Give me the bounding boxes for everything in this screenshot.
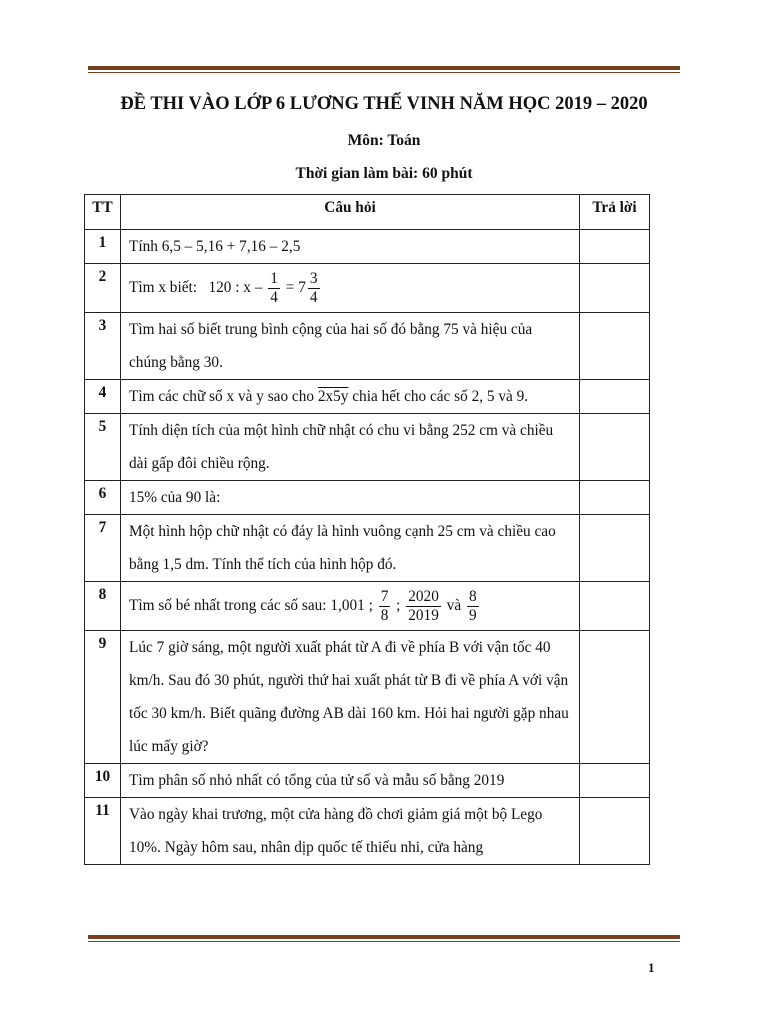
question-text: Vào ngày khai trương, một cửa hàng đồ chơi giảm giá một bộ Lego 10%. Ngày hôm sau, nhân dịp quốc tế thiếu nhi, cửa hàng: [121, 798, 580, 865]
answer-cell: [580, 631, 650, 764]
exam-question-table: [84, 194, 650, 865]
answer-cell: [580, 313, 650, 380]
denominator: 8: [380, 606, 389, 624]
answer-cell: [580, 798, 650, 865]
question-number: 4: [85, 380, 121, 414]
numerator: 1: [270, 269, 278, 287]
answer-cell: [580, 481, 650, 515]
document-title: ĐỀ THI VÀO LỚP 6 LƯƠNG THẾ VINH NĂM HỌC 2019 – 2020: [120, 94, 648, 114]
table-row: [85, 414, 650, 481]
denominator: 4: [270, 288, 278, 306]
numerator: 7: [380, 587, 389, 605]
table-row: [85, 764, 650, 798]
equals-sign: = 7: [285, 279, 306, 296]
fraction: [467, 588, 479, 625]
top-decorative-rule: [88, 66, 680, 73]
answer-cell: [580, 414, 650, 481]
answer-cell: [580, 230, 650, 264]
header-answer: Trả lời: [580, 195, 650, 230]
question-number: 10: [85, 764, 121, 798]
question-number: 2: [85, 264, 121, 313]
duration-line: Thời gian làm bài: 60 phút: [295, 165, 473, 182]
separator: ;: [396, 597, 401, 614]
numerator: 2020: [408, 587, 439, 605]
answer-cell: [580, 582, 650, 631]
question-number: 9: [85, 631, 121, 764]
question-text: Một hình hộp chữ nhật có đáy là hình vuông cạnh 25 cm và chiều cao bằng 1,5 dm. Tính thể tích của hình hộp đó.: [121, 515, 580, 582]
header-tt: TT: [85, 195, 121, 230]
question-number: 7: [85, 515, 121, 582]
denominator: 9: [468, 606, 477, 624]
question-number: 1: [85, 230, 121, 264]
question-number: 5: [85, 414, 121, 481]
table-row: [85, 631, 650, 764]
question-number: 3: [85, 313, 121, 380]
page-number: 1: [648, 960, 655, 975]
subject-line: Môn: Toán: [347, 132, 421, 149]
question-text: [121, 264, 580, 313]
question-text: 15% của 90 là:: [121, 481, 580, 515]
table-row: [85, 515, 650, 582]
table-row: [85, 230, 650, 264]
question-number: 8: [85, 582, 121, 631]
question-prefix: Tìm x biết:: [129, 279, 197, 296]
fraction: [268, 270, 280, 307]
answer-cell: [580, 264, 650, 313]
question-text: Lúc 7 giờ sáng, một người xuất phát từ A đi về phía B với vận tốc 40 km/h. Sau đó 30 phút, người thứ hai xuất phát từ B đi về phía A với vận tốc 30 km/h. Biết quãng đường AB dài 160 km. Hỏi hai người gặp nhau lúc mấy giờ?: [121, 631, 580, 764]
table-row: [85, 798, 650, 865]
denominator: 4: [309, 288, 318, 306]
answer-cell: [580, 380, 650, 414]
overlined-number: 2x5y: [317, 388, 349, 405]
fraction: [308, 270, 320, 307]
question-number: 11: [85, 798, 121, 865]
answer-cell: [580, 764, 650, 798]
table-row: [85, 380, 650, 414]
table-row: [85, 582, 650, 631]
question-suffix: chia hết cho các số 2, 5 và 9.: [352, 388, 529, 405]
table-row: [85, 264, 650, 313]
question-text: Tính 6,5 – 5,16 + 7,16 – 2,5: [121, 230, 580, 264]
fraction: [379, 588, 391, 625]
table-row: [85, 313, 650, 380]
header-question: Câu hỏi: [121, 195, 580, 230]
bottom-decorative-rule: [88, 935, 680, 942]
question-prefix: Tìm các chữ số x và y sao cho: [129, 388, 314, 405]
question-text: Tìm phân số nhỏ nhất có tổng của tử số và mẫu số bằng 2019: [121, 764, 580, 798]
table-row: [85, 481, 650, 515]
denominator: 2019: [408, 606, 439, 624]
fraction: [406, 588, 441, 625]
question-text: Tìm hai số biết trung bình cộng của hai số đó bằng 75 và hiệu của chúng bằng 30.: [121, 313, 580, 380]
numerator: 3: [309, 269, 318, 287]
answer-cell: [580, 515, 650, 582]
question-text: [121, 380, 580, 414]
question-text: [121, 582, 580, 631]
table-header-row: [85, 195, 650, 230]
numerator: 8: [468, 587, 477, 605]
question-text: Tính diện tích của một hình chữ nhật có chu vi bằng 252 cm và chiều dài gấp đôi chiều rộng.: [121, 414, 580, 481]
question-prefix: Tìm số bé nhất trong các số sau: 1,001 ;: [129, 597, 373, 614]
question-number: 6: [85, 481, 121, 515]
expression-left: 120 : x –: [208, 279, 263, 296]
conjunction: và: [446, 597, 462, 614]
